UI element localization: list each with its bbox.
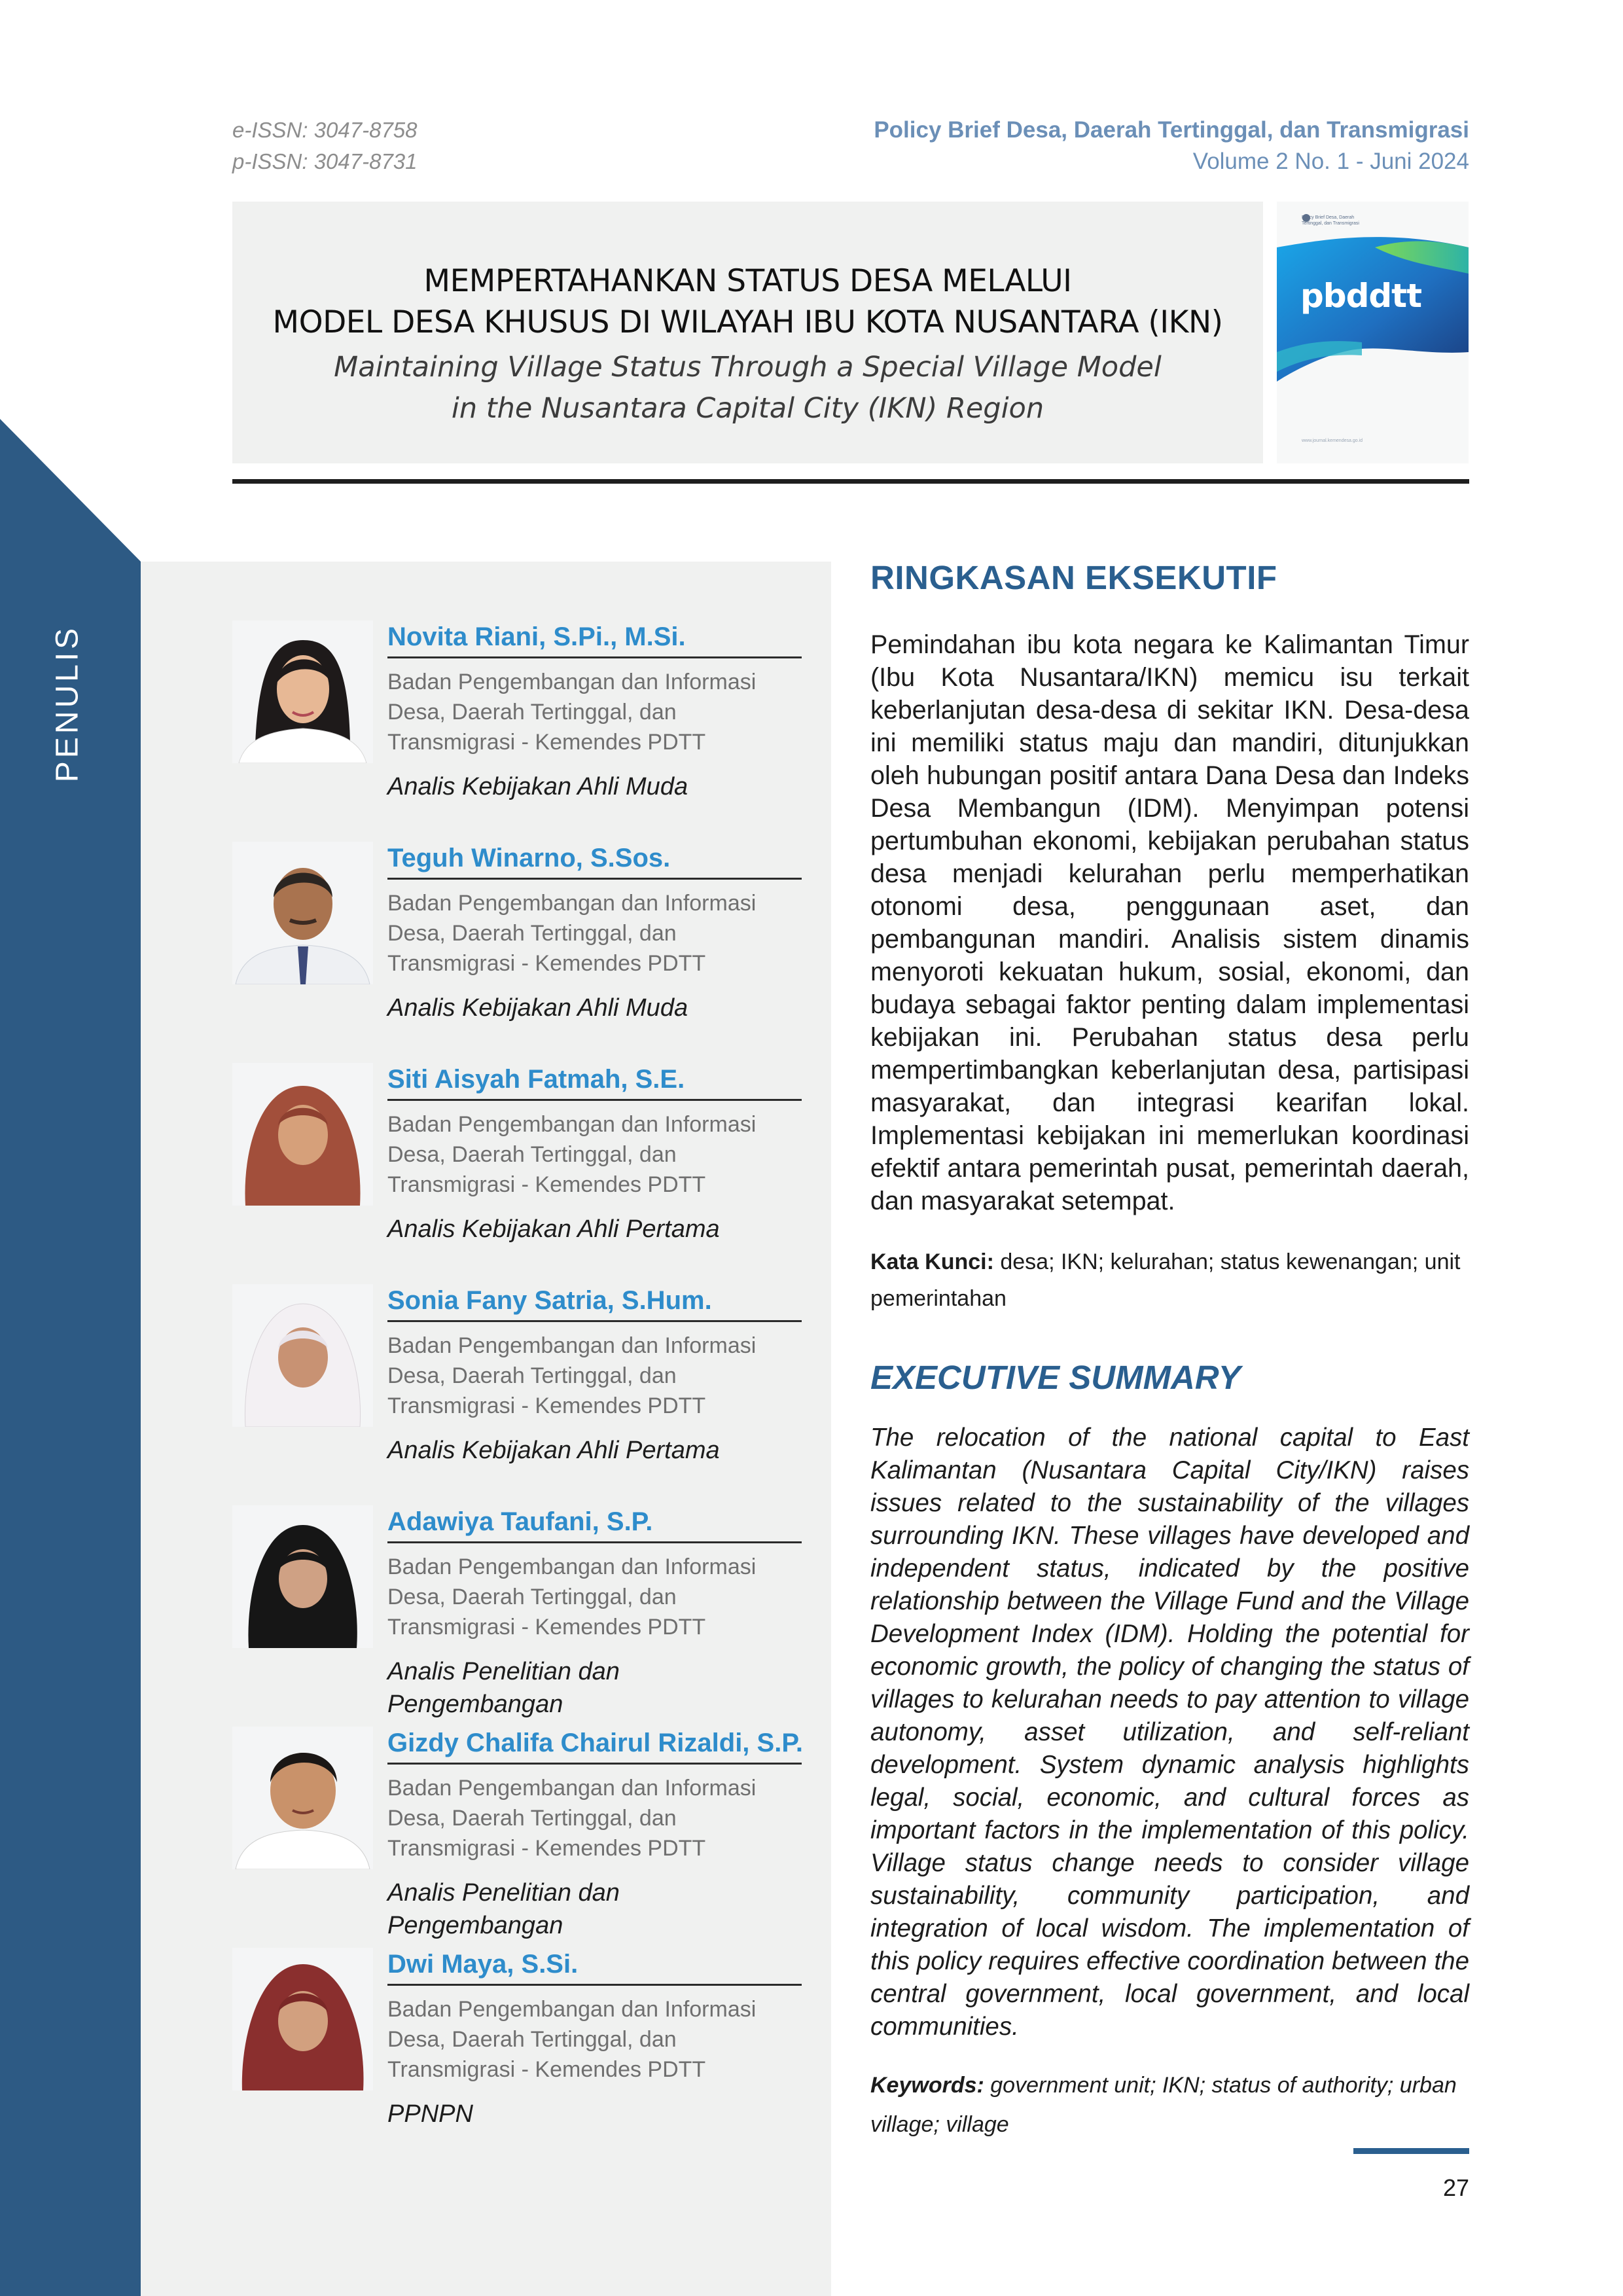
author-affiliation: Badan Pengembangan dan Informasi Desa, Daerah Tertinggal, dan Transmigrasi - Kemendes PDTT	[387, 1554, 757, 1640]
executive-keywords	[870, 2066, 1469, 2144]
author-info	[387, 1063, 802, 1246]
title-id-line1: MEMPERTAHANKAN STATUS DESA MELALUI	[423, 263, 1072, 299]
author-affiliation: Badan Pengembangan dan Informasi Desa, Daerah Tertinggal, dan Transmigrasi - Kemendes PDTT	[387, 670, 757, 755]
author-name: Gizdy Chalifa Chairul Rizaldi, S.P.	[387, 1727, 802, 1765]
author-name: Sonia Fany Satria, S.Hum.	[387, 1284, 802, 1322]
page-number: 27	[1442, 2174, 1469, 2201]
author-role: Analis Kebijakan Ahli Pertama	[387, 1437, 720, 1464]
author-photo	[232, 1727, 373, 1869]
cover-art	[1277, 202, 1469, 463]
title-en-line1: Maintaining Village Status Through a Special Village Model	[334, 351, 1162, 384]
title-en-line2: in the Nusantara Capital City (IKN) Region	[451, 392, 1044, 425]
title-en	[232, 347, 1263, 429]
author-name: Teguh Winarno, S.Sos.	[387, 842, 802, 880]
footer-bar	[1353, 2148, 1469, 2154]
author-photo	[232, 1063, 373, 1206]
pissn: p-ISSN: 3047-8731	[232, 149, 418, 173]
author-photo	[232, 1505, 373, 1648]
author-role: Analis Kebijakan Ahli Muda	[387, 773, 688, 800]
sidebar-label: PENULIS	[50, 624, 85, 783]
author-affiliation: Badan Pengembangan dan Informasi Desa, Daerah Tertinggal, dan Transmigrasi - Kemendes PDTT	[387, 1997, 757, 2082]
author-role: Analis Kebijakan Ahli Muda	[387, 994, 688, 1022]
author-card	[232, 842, 802, 1038]
author-photo	[232, 1948, 373, 2090]
journal-volume: Volume 2 No. 1 - Juni 2024	[1192, 149, 1469, 174]
cover-logo: pbddtt	[1300, 277, 1421, 315]
ringkasan-keywords	[870, 1244, 1469, 1317]
author-role: Analis Kebijakan Ahli Pertama	[387, 1215, 720, 1243]
author-info	[387, 1727, 802, 1942]
title-box	[232, 202, 1263, 463]
author-card	[232, 1948, 802, 2144]
keywords-text: desa; IKN; kelurahan; status kewenangan; unit pemerintahan	[870, 1249, 1461, 1311]
author-role: Analis Penelitian dan Pengembangan	[387, 1879, 620, 1939]
keywords-label: Kata Kunci:	[870, 1249, 994, 1274]
cover-thumbnail	[1277, 202, 1469, 463]
journal-info	[874, 115, 1469, 177]
author-name: Siti Aisyah Fatmah, S.E.	[387, 1063, 802, 1101]
author-info	[387, 1948, 802, 2130]
cover-bottom-text: www.journal.kemendesa.go.id	[1302, 439, 1363, 443]
keywords-label: Keywords:	[870, 2073, 984, 2098]
author-role: PPNPN	[387, 2100, 473, 2128]
keywords-text: government unit; IKN; status of authority; urban village; village	[870, 2073, 1457, 2137]
author-photo	[232, 620, 373, 763]
author-affiliation: Badan Pengembangan dan Informasi Desa, Daerah Tertinggal, dan Transmigrasi - Kemendes PDTT	[387, 1333, 757, 1418]
author-info	[387, 620, 802, 803]
author-photo	[232, 842, 373, 984]
author-affiliation: Badan Pengembangan dan Informasi Desa, Daerah Tertinggal, dan Transmigrasi - Kemendes PDTT	[387, 1776, 757, 1861]
author-info	[387, 1284, 802, 1467]
journal-title: Policy Brief Desa, Daerah Tertinggal, dan Transmigrasi	[874, 117, 1469, 143]
ringkasan-body: Pemindahan ibu kota negara ke Kalimantan Timur (Ibu Kota Nusantara/IKN) memicu isu terkait keberlanjutan desa-desa di sekitar IKN. Desa-desa ini memiliki status maju dan mandiri, ditunjukkan oleh hubungan positif antara Dana Desa dan Indeks Desa Membangun (IDM). Menyimpan potensi pertumbuhan ekonomi, kebijakan perubahan status desa menjadi kelurahan perlu memperhatikan otonomi desa, penggunaan aset, dan pembangunan mandiri. Analisis sistem dinamis menyoroti kekuatan hukum, sosial, ekonomi, dan budaya sebagai faktor penting dalam implementasi kebijakan ini. Perubahan status desa perlu mempertimbangkan keberlanjutan desa, partisipasi masyarakat, dan integrasi kearifan lokal. Implementasi kebijakan ini memerlukan koordinasi efektif antara pemerintah pusat, pemerintah daerah, dan masyarakat setempat.	[870, 630, 1469, 1215]
author-info	[387, 1505, 802, 1721]
author-name: Novita Riani, S.Pi., M.Si.	[387, 620, 802, 658]
author-card	[232, 1727, 803, 1939]
author-name: Dwi Maya, S.Si.	[387, 1948, 802, 1986]
summary-column	[870, 555, 1469, 2144]
issn-block	[232, 115, 418, 177]
cover-top-text: Policy Brief Desa, Daerah Tertinggal, dan Transmigrasi	[1302, 215, 1359, 226]
executive-heading: EXECUTIVE SUMMARY	[870, 1359, 1241, 1396]
title-id-line2: MODEL DESA KHUSUS DI WILAYAH IBU KOTA NUSANTARA (IKN)	[272, 304, 1223, 340]
author-affiliation: Badan Pengembangan dan Informasi Desa, Daerah Tertinggal, dan Transmigrasi - Kemendes PDTT	[387, 891, 757, 976]
author-info	[387, 842, 802, 1024]
author-card	[232, 620, 802, 817]
executive-body: The relocation of the national capital to East Kalimantan (Nusantara Capital City/IKN) raises issues related to the sustainability of the villages surrounding IKN. These villages have developed and independent status, indicated by the positive relationship between the Village Fund and the Village Development Index (IDM). Holding the potential for economic growth, the policy of changing the status of villages to kelurahan needs to pay attention to village autonomy, asset utilization, and self-reliant development. System dynamic analysis highlights legal, social, economic, and cultural forces as important factors in the implementation of this policy. Village status change needs to consider village sustainability, community participation, and integration of local wisdom. The implementation of this policy requires effective coordination between the central government, local government, and local communities.	[870, 1424, 1469, 2041]
ringkasan-heading: RINGKASAN EKSEKUTIF	[870, 559, 1277, 596]
author-role: Analis Penelitian dan Pengembangan	[387, 1658, 620, 1718]
header-rule	[232, 479, 1469, 484]
author-name: Adawiya Taufani, S.P.	[387, 1505, 802, 1543]
author-card	[232, 1505, 802, 1718]
eissn: e-ISSN: 3047-8758	[232, 118, 418, 142]
author-affiliation: Badan Pengembangan dan Informasi Desa, Daerah Tertinggal, dan Transmigrasi - Kemendes PDTT	[387, 1112, 757, 1197]
author-card	[232, 1284, 802, 1480]
author-card	[232, 1063, 802, 1259]
author-photo	[232, 1284, 373, 1427]
